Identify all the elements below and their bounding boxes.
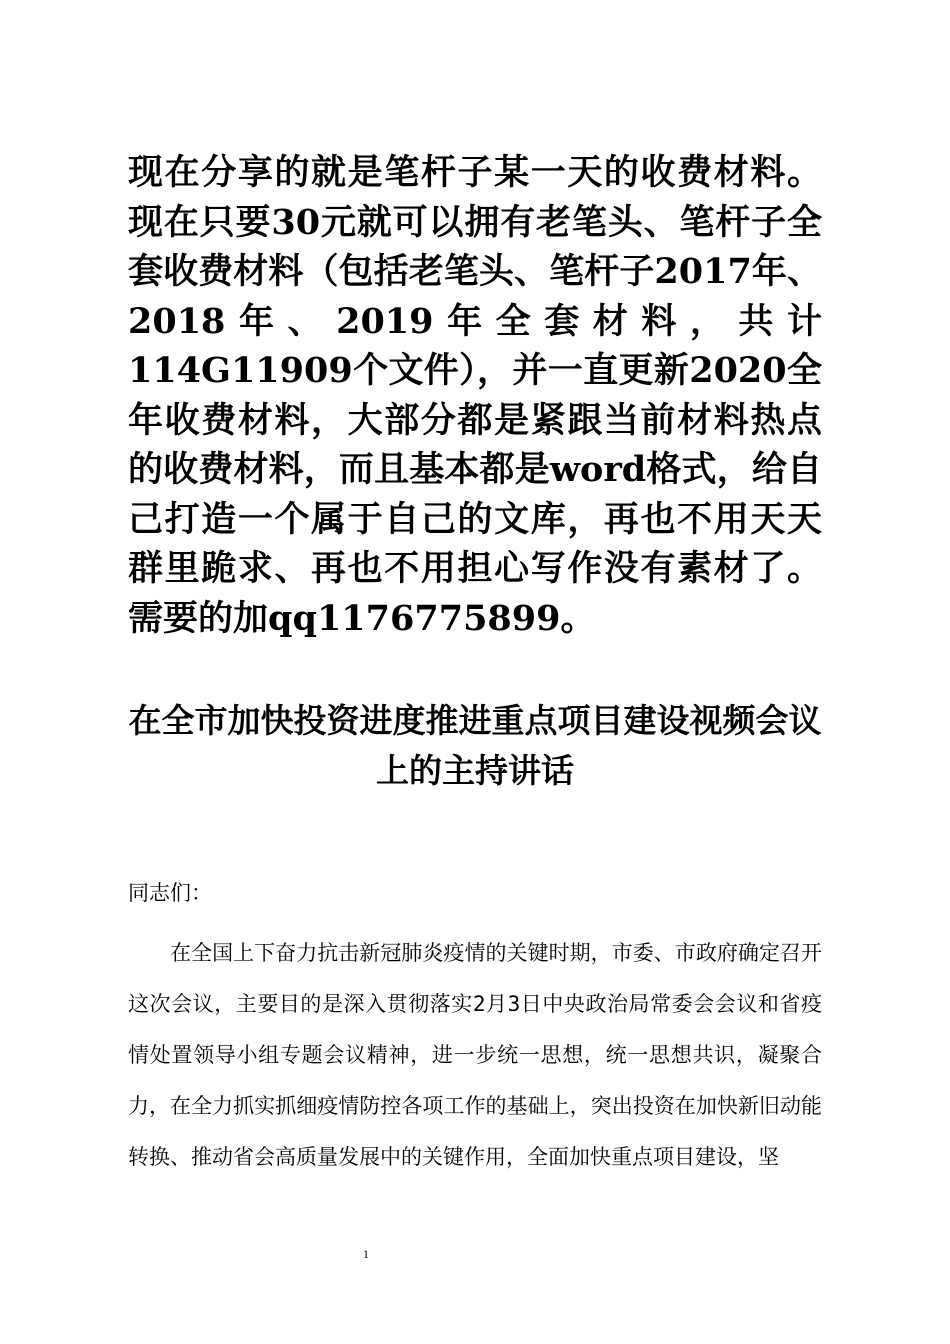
document-title: 在全市加快投资进度推进重点项目建设视频会议上的主持讲话 (128, 701, 822, 790)
page-number: 1 (363, 1247, 369, 1261)
promo-paragraph: 现在分享的就是笔杆子某一天的收费材料。现在只要30元就可以拥有老笔头、笔杆子全套收费材料（包括老笔头、笔杆子2017年、2018年、2019年全套材料，共计114G11909个文件），并一直更新2020全年收费材料，大部分都是紧跟当前材料热点的收费材料，而且基本都是word格式，给自己打造一个属于自己的文库，再也不用天天群里跪求、再也不用担心写作没有素材了。需要的加qq1176775899。 (128, 152, 822, 639)
body-paragraph: 在全国上下奋力抗击新冠肺炎疫情的关键时期，市委、市政府确定召开这次会议，主要目的是深入贯彻落实2月3日中央政治局常委会会议和省疫情处置领导小组专题会议精神，进一步统一思想，统一思想共识，凝聚合力，在全力抓实抓细疫情防控各项工作的基础上，突出投资在加快新旧动能转换、推动省会高质量发展中的关键作用，全面加快重点项目建设，坚 (128, 941, 822, 1169)
salutation: 同志们： (128, 881, 212, 905)
